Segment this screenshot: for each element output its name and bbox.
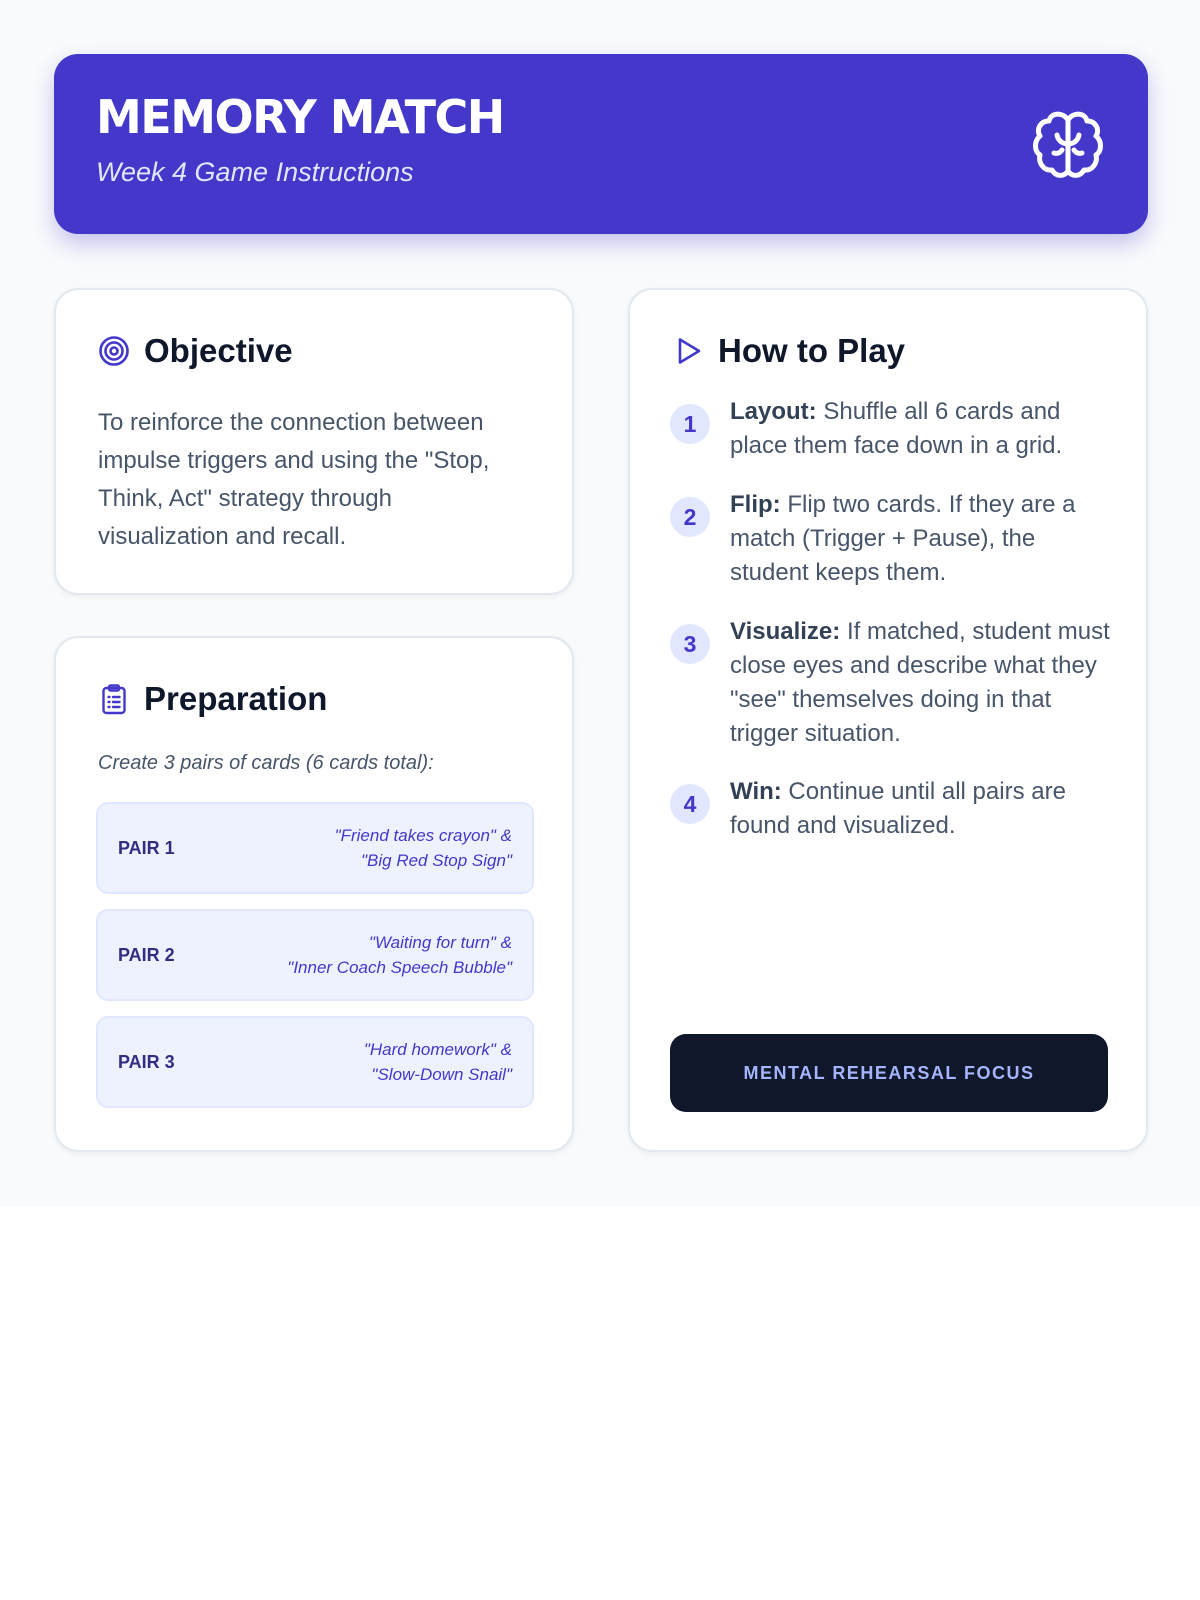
step-lead: Flip:: [730, 491, 781, 518]
objective-text: To reinforce the connection between impulse triggers and using the "Stop, Think, Act" strategy through visualization and recall.: [98, 409, 490, 550]
step-number: 3: [670, 624, 710, 664]
how-to-play-card: [628, 288, 1148, 1152]
preparation-card: [54, 636, 574, 1152]
pair-trigger-text: "Hard homework" &: [363, 1040, 512, 1059]
pair-card-2: [96, 909, 534, 1001]
step-detail: Continue until all pairs are found and visualized.: [730, 778, 1066, 839]
mental-rehearsal-focus-banner: MENTAL REHEARSAL FOCUS: [670, 1034, 1108, 1112]
target-icon: [98, 335, 130, 367]
step-text: [730, 488, 1110, 590]
pair-label: PAIR 1: [118, 837, 175, 858]
preparation-intro: Create 3 pairs of cards (6 cards total):: [98, 752, 434, 774]
pair-response-text: "Slow-Down Snail": [371, 1065, 512, 1084]
pair-description: [364, 1018, 512, 1106]
step-lead: Layout:: [730, 398, 817, 425]
step-text: [730, 395, 1110, 463]
pair-trigger-text: "Friend takes crayon" &: [334, 826, 512, 845]
step-lead: Visualize:: [730, 618, 841, 645]
brain-icon: [1030, 106, 1106, 182]
pair-response-text: "Big Red Stop Sign": [361, 851, 512, 870]
pair-description: [335, 804, 512, 892]
pair-trigger-text: "Waiting for turn" &: [368, 933, 512, 952]
pair-label: PAIR 2: [118, 944, 175, 965]
pair-label: PAIR 3: [118, 1051, 175, 1072]
step-number: 4: [670, 784, 710, 824]
preparation-title: Preparation: [144, 680, 328, 717]
page-subtitle: Week 4 Game Instructions: [96, 157, 414, 187]
header-banner: [54, 54, 1148, 234]
objective-title: Objective: [144, 332, 293, 369]
step-lead: Win:: [730, 778, 782, 805]
pair-card-3: [96, 1016, 534, 1108]
step-number: 2: [670, 497, 710, 537]
step-number: 1: [670, 404, 710, 444]
step-detail: If matched, student must close eyes and describe what they "see" themselves doing in that trigger situation.: [730, 618, 1110, 747]
how-to-play-heading: [672, 334, 905, 367]
objective-card: [54, 288, 574, 595]
preparation-heading: [98, 682, 327, 715]
how-to-play-title: How to Play: [718, 332, 906, 369]
page-title: MEMORY MATCH: [96, 90, 504, 144]
pair-response-text: "Inner Coach Speech Bubble": [287, 958, 512, 977]
step-text: [730, 615, 1110, 751]
step-text: [730, 775, 1110, 843]
pair-description: [287, 911, 512, 999]
clipboard-list-icon: [98, 683, 130, 715]
play-icon: [672, 335, 704, 367]
step-detail: Flip two cards. If they are a match (Trigger + Pause), the student keeps them.: [730, 491, 1076, 586]
step-detail: Shuffle all 6 cards and place them face down in a grid.: [730, 398, 1063, 459]
objective-heading: [98, 334, 293, 367]
pair-card-1: [96, 802, 534, 894]
